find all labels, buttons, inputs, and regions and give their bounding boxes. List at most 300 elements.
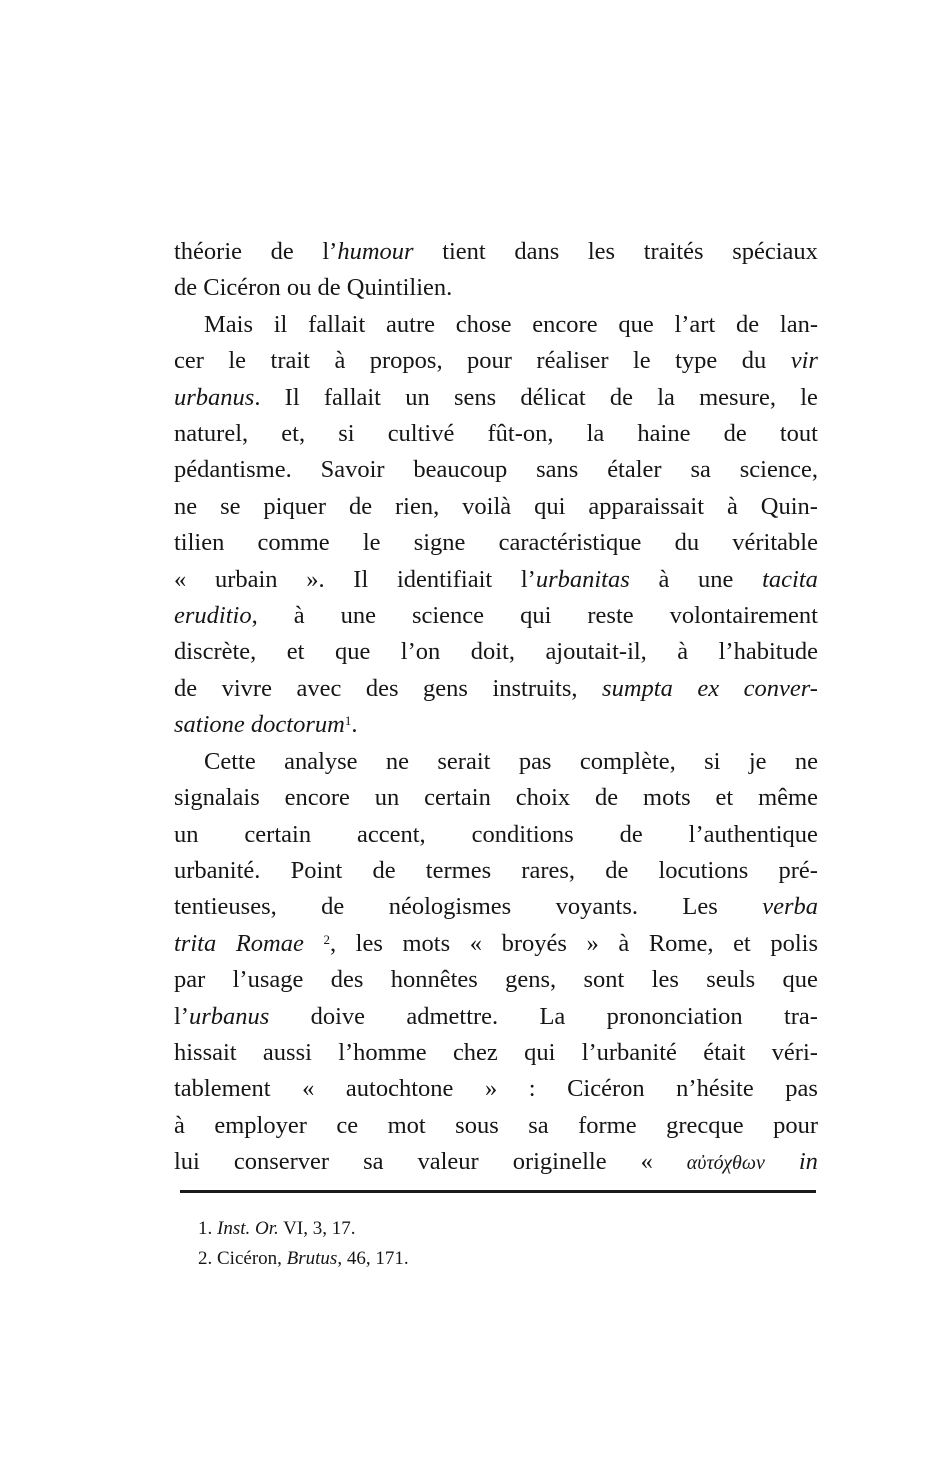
word [736, 307, 759, 343]
text-run: même [758, 784, 818, 812]
word [284, 744, 357, 780]
text-line [174, 926, 818, 962]
text-run: à [677, 638, 689, 666]
word [528, 1108, 548, 1144]
text-run: le [362, 529, 381, 557]
text-run: du [674, 529, 700, 557]
footnote [198, 1244, 409, 1274]
word [529, 1071, 536, 1107]
italic-text: trita [174, 929, 217, 957]
word [637, 416, 690, 452]
text-run: tout [779, 420, 818, 448]
word [174, 999, 269, 1035]
word [666, 1108, 744, 1144]
word [758, 780, 818, 816]
word [331, 962, 364, 998]
text-run: » [586, 929, 599, 957]
text-run: lan- [779, 310, 818, 338]
italic-text: Brutus [286, 1248, 338, 1269]
text-run: volontairement [669, 602, 818, 630]
word [426, 853, 491, 889]
text-line [174, 234, 818, 270]
word [234, 1144, 329, 1181]
text-run: conditions [471, 820, 574, 848]
text-run: de [605, 856, 629, 884]
word [502, 926, 567, 962]
text-run: La [539, 1002, 566, 1030]
text-run: type [675, 347, 718, 375]
text-run: tilien [174, 529, 225, 557]
text-run: pour [773, 1111, 818, 1139]
text-run: propos, [369, 347, 443, 375]
text-run: de [348, 492, 373, 520]
text-run: voilà [462, 492, 512, 520]
footnote-ref: 1 [344, 713, 352, 729]
word [174, 416, 248, 452]
text-run: se [220, 492, 241, 520]
word [740, 452, 818, 488]
word [791, 343, 818, 379]
italic-text: urbanus [174, 383, 255, 411]
text-run: fût-on, [487, 420, 554, 448]
text-run: serait [437, 747, 491, 775]
text-run: lui [174, 1148, 200, 1176]
word [174, 671, 197, 707]
word [389, 889, 512, 925]
italic-text: urbanus [188, 1002, 270, 1030]
word [263, 1035, 312, 1071]
word [454, 380, 496, 416]
text-run: l’ [322, 238, 338, 265]
word [567, 1071, 645, 1107]
word [335, 634, 370, 670]
text-run: de [174, 674, 198, 702]
text-run: sa [528, 1111, 549, 1139]
word [505, 962, 556, 998]
word [744, 671, 818, 707]
word [349, 489, 372, 525]
word [487, 416, 553, 452]
word [677, 634, 688, 670]
text-run: de [270, 238, 294, 265]
text-run: employer [214, 1111, 307, 1139]
text-run: vivre [221, 674, 272, 702]
word [375, 780, 400, 816]
word [556, 889, 638, 925]
word [338, 416, 354, 452]
text-run: à [658, 565, 670, 593]
text-run: chose [455, 310, 512, 338]
word [174, 817, 199, 853]
text-line [174, 707, 818, 743]
text-run: l’authentique [688, 820, 818, 848]
text-line [174, 962, 818, 998]
word [520, 598, 551, 634]
text-run: spéciaux [732, 238, 818, 265]
word [587, 598, 633, 634]
italic-text: conver- [743, 674, 818, 702]
text-run: accent, [357, 820, 426, 848]
word [784, 999, 818, 1035]
word [321, 452, 385, 488]
text-run: encore [284, 784, 350, 812]
word [536, 343, 608, 379]
text-run: seuls [706, 966, 756, 994]
text-run: et [286, 638, 305, 666]
text-run: Cicéron [567, 1075, 645, 1103]
word [779, 853, 818, 889]
word [657, 380, 675, 416]
word [704, 744, 720, 780]
text-run: sens [453, 383, 497, 411]
text-run: forme [578, 1111, 637, 1139]
word [373, 853, 396, 889]
text-run: signe [413, 529, 466, 557]
text-run: « [469, 929, 482, 957]
text-run: pédantisme. [174, 456, 292, 484]
word [472, 817, 574, 853]
word [727, 489, 738, 525]
word [545, 634, 646, 670]
text-run: qui [520, 602, 552, 630]
word [749, 744, 767, 780]
word [263, 489, 326, 525]
text-run: les [587, 238, 616, 265]
text-run: étaler [607, 456, 662, 484]
word [689, 817, 818, 853]
text-run: sans [536, 456, 579, 484]
word [675, 343, 717, 379]
italic-text: sumpta [602, 674, 673, 702]
text-run: , [251, 602, 258, 630]
text-run: Cette [204, 747, 256, 775]
text-run: chez [452, 1038, 498, 1066]
text-run: néologismes [388, 893, 512, 921]
word [536, 452, 578, 488]
text-run: Mais [204, 310, 253, 338]
word [174, 780, 260, 816]
text-run: Rome, [648, 929, 714, 957]
text-run: apparaissait [588, 492, 705, 520]
text-run: Point [290, 856, 343, 884]
text-run: mot [387, 1111, 426, 1139]
word [291, 853, 343, 889]
word [306, 562, 324, 598]
text-run: « [174, 565, 187, 593]
text-line [174, 270, 818, 306]
italic-text: humour [337, 238, 414, 265]
word [215, 562, 278, 598]
word [287, 634, 305, 670]
text-run: il [273, 310, 288, 338]
word [353, 562, 368, 598]
text-line [174, 562, 818, 598]
text-run: l’art [674, 310, 716, 338]
text-run: signalais [174, 784, 260, 812]
text-run: mesure, [699, 383, 776, 411]
text-line [174, 343, 818, 379]
text-run: les [651, 966, 679, 994]
word [534, 489, 565, 525]
word [524, 1035, 555, 1071]
text-run: dans [514, 238, 560, 265]
word [698, 562, 733, 598]
text-run: l’urbanité [581, 1038, 677, 1066]
text-run: complète, [579, 747, 676, 775]
text-run: autre [386, 310, 435, 338]
main-text [174, 234, 818, 1182]
text-run: piquer [263, 492, 327, 520]
word [174, 962, 205, 998]
word [424, 780, 491, 816]
word [676, 1071, 754, 1107]
word [652, 962, 679, 998]
word [799, 1144, 818, 1181]
word [785, 1071, 818, 1107]
word [258, 525, 330, 561]
word [783, 962, 818, 998]
text-run: de Cicéron ou de Quintilien. [174, 274, 453, 302]
word [341, 598, 376, 634]
word [334, 343, 345, 379]
text-run: si [338, 420, 355, 448]
text-line [174, 1108, 818, 1144]
text-run: de [595, 784, 619, 812]
text-run: et [733, 929, 751, 957]
italic-text: vir [790, 347, 818, 375]
word [462, 489, 511, 525]
word [687, 1144, 765, 1181]
word [467, 343, 512, 379]
word [357, 817, 426, 853]
text-run: certain [424, 784, 491, 812]
word [413, 452, 507, 488]
word [492, 671, 577, 707]
word [587, 416, 605, 452]
text-run: Savoir [320, 456, 385, 484]
word [366, 671, 399, 707]
text-run: doit, [470, 638, 515, 666]
word [323, 926, 336, 962]
word [386, 307, 435, 343]
word [363, 1144, 383, 1181]
word [762, 562, 818, 598]
text-run: de [372, 856, 396, 884]
word [294, 598, 305, 634]
text-line [174, 1071, 818, 1107]
text-run: fallait [323, 383, 381, 411]
word [174, 489, 197, 525]
word [285, 780, 350, 816]
word [391, 962, 478, 998]
word [356, 926, 383, 962]
word [658, 853, 748, 889]
word [605, 853, 628, 889]
word [795, 744, 818, 780]
text-run: mots [643, 784, 691, 812]
text-run: l’homme [338, 1038, 427, 1066]
word [607, 452, 661, 488]
text-run: . [254, 383, 261, 411]
text-run: que [782, 966, 818, 994]
text-run: prononciation [606, 1002, 743, 1030]
text-run: théorie [174, 238, 243, 265]
text-run: , [329, 929, 337, 957]
word [607, 999, 743, 1035]
text-line [174, 1035, 818, 1071]
word [423, 671, 468, 707]
text-run: par [174, 966, 206, 994]
word [674, 307, 715, 343]
word [174, 562, 186, 598]
text-run: « [640, 1148, 653, 1176]
word [675, 525, 700, 561]
text-run: des [330, 966, 364, 994]
text-run: véritable [732, 529, 818, 557]
text-run: l’habitude [718, 638, 818, 666]
text-run: valeur [417, 1148, 479, 1176]
text-run: tient [442, 238, 486, 265]
word [402, 926, 450, 962]
text-run: ne [174, 492, 198, 520]
footnotes [198, 1214, 409, 1274]
word [174, 926, 216, 962]
word [780, 416, 818, 452]
word [455, 1108, 499, 1144]
text-run: choix [515, 784, 571, 812]
word [519, 744, 552, 780]
text-run: des [365, 674, 399, 702]
text-run: trait [270, 347, 310, 375]
word [220, 489, 240, 525]
text-run: Il [353, 565, 369, 593]
text-run: cer [174, 347, 204, 375]
text-run: admettre. [406, 1002, 499, 1030]
word [174, 452, 292, 488]
word [417, 1144, 478, 1181]
text-run: de [609, 383, 633, 411]
word [578, 1108, 637, 1144]
text-line [174, 817, 818, 853]
word [271, 234, 294, 270]
word [174, 234, 242, 270]
text-run: Quin- [760, 492, 818, 520]
word [643, 780, 691, 816]
text-run: locutions [658, 856, 749, 884]
word [514, 234, 559, 270]
text-run: un [405, 383, 430, 411]
word [733, 926, 751, 962]
text-run: aussi [262, 1038, 312, 1066]
text-run: , 46, 171. [337, 1248, 409, 1269]
text-run: le [228, 347, 247, 375]
word [620, 817, 643, 853]
word [174, 525, 224, 561]
text-run: ne [794, 747, 818, 775]
text-run: doive [310, 1002, 366, 1030]
text-run: « [302, 1075, 315, 1103]
text-run: broyés [501, 929, 567, 957]
text-run: comme [257, 529, 330, 557]
word [582, 1035, 677, 1071]
text-run: de [619, 820, 643, 848]
text-run: sa [690, 456, 711, 484]
text-run: était [703, 1038, 746, 1066]
word [732, 525, 818, 561]
text-run: véri- [771, 1038, 818, 1066]
word [532, 307, 597, 343]
text-run: de [321, 893, 345, 921]
word [322, 234, 413, 270]
word [610, 380, 633, 416]
word [780, 307, 818, 343]
word [412, 598, 484, 634]
word [682, 889, 717, 925]
footnote-rule [180, 1190, 816, 1193]
text-run: sous [455, 1111, 499, 1139]
text-run: caractéristique [498, 529, 642, 557]
text-line [174, 744, 818, 780]
italic-text: Romae [235, 929, 304, 957]
italic-text: urbanitas [535, 565, 630, 593]
text-run: hissait [174, 1038, 237, 1066]
word [236, 926, 304, 962]
text-run: beaucoup [413, 456, 508, 484]
word [228, 343, 246, 379]
text-run: ». [306, 565, 325, 593]
italic-text: verba [762, 893, 818, 921]
word [174, 1035, 237, 1071]
word [633, 343, 651, 379]
text-run: un [174, 820, 199, 848]
text-run: l’ [174, 1002, 189, 1030]
word [414, 525, 466, 561]
text-run: pré- [778, 856, 818, 884]
text-line [174, 853, 818, 889]
text-run: voyants. [555, 893, 638, 921]
text-run: science [411, 602, 485, 630]
word [703, 1035, 745, 1071]
word [588, 234, 615, 270]
word [281, 416, 305, 452]
word [204, 307, 253, 343]
word [658, 562, 669, 598]
word [470, 926, 482, 962]
text-run: à [618, 929, 630, 957]
word [214, 1108, 307, 1144]
text-run: identifiait [396, 565, 493, 593]
text-run: délicat [520, 383, 586, 411]
word [311, 999, 365, 1035]
text-run: urbanité. [174, 856, 261, 884]
word [697, 671, 719, 707]
word [244, 817, 311, 853]
text-run: une [698, 565, 734, 593]
text-line [174, 780, 818, 816]
word [719, 634, 818, 670]
text-run: certain [244, 820, 312, 848]
text-run: honnêtes [390, 966, 478, 994]
text-line [174, 999, 818, 1035]
word [499, 525, 642, 561]
text-run: à [334, 347, 346, 375]
text-run: ce [336, 1111, 359, 1139]
text-run: discrète, [174, 638, 257, 666]
text-run: et, [281, 420, 306, 448]
text-line [174, 671, 818, 707]
word [706, 962, 755, 998]
text-run: grecque [666, 1111, 744, 1139]
